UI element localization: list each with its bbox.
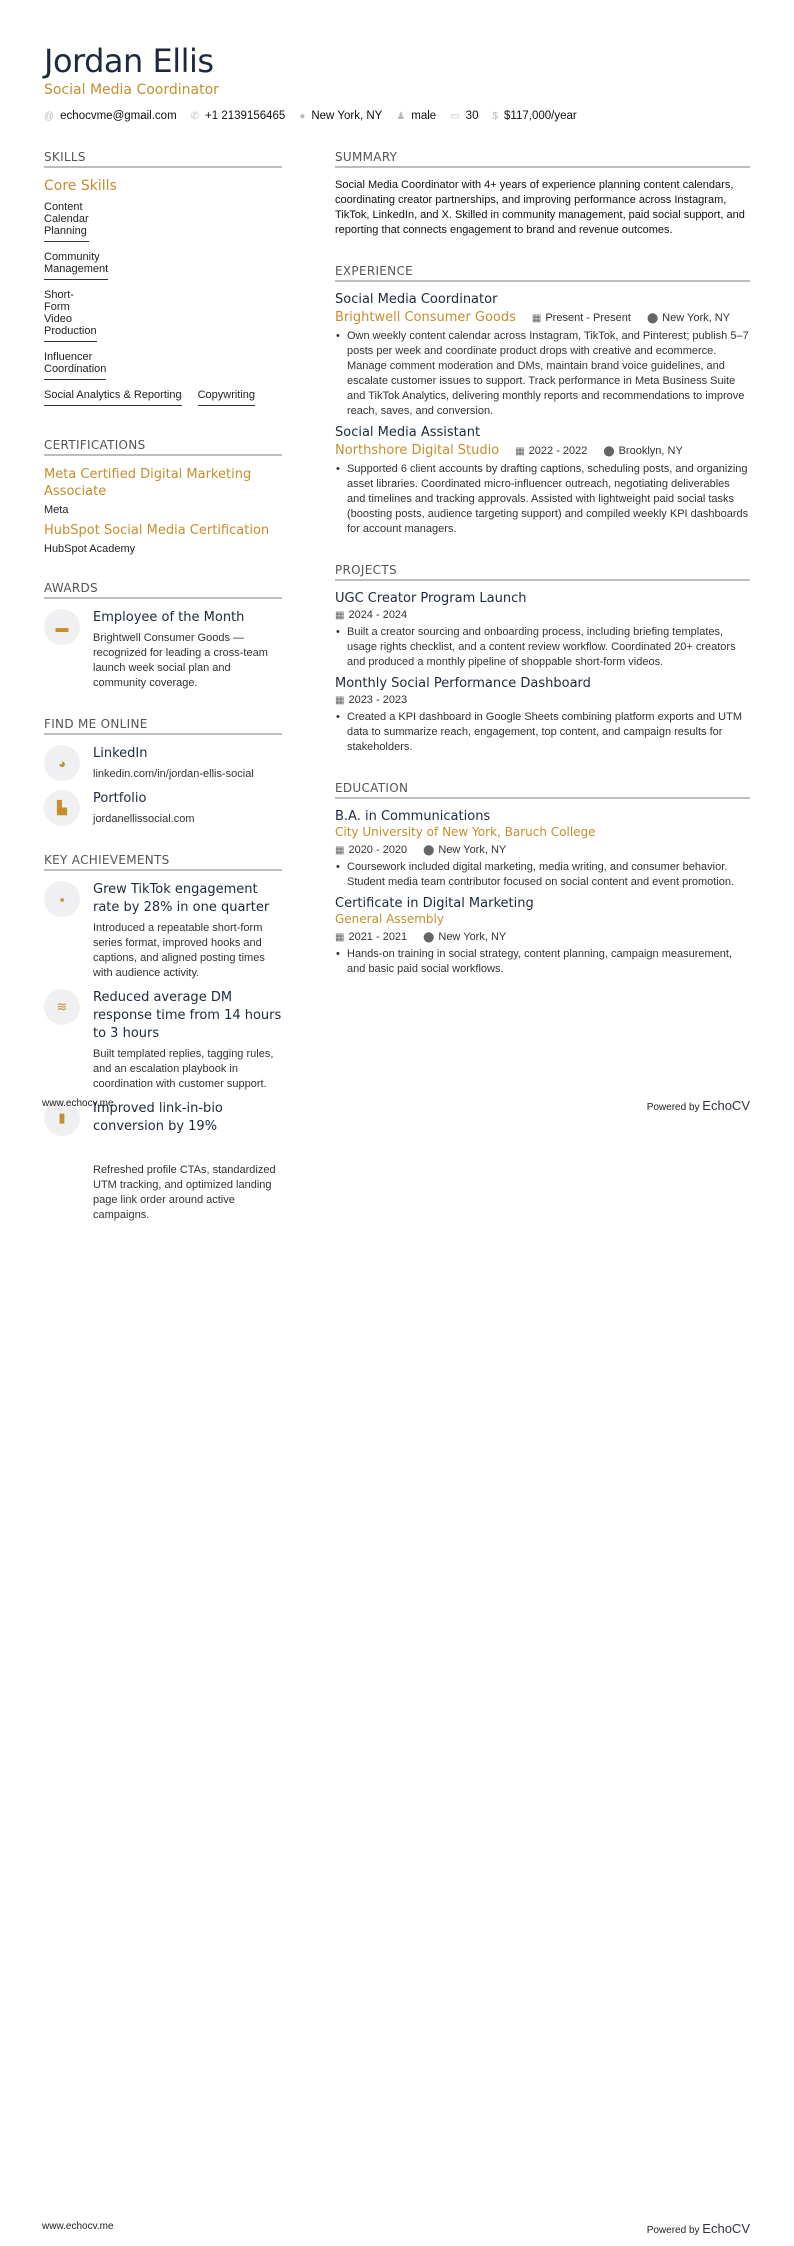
page-2 — [0, 1123, 794, 2246]
achievement-title: Improved link-in-bio conversion by 19% — [93, 1101, 223, 1134]
edu-dates: 2021 - 2021 — [348, 931, 408, 943]
powered-label: Powered by — [646, 2225, 700, 2236]
section-heading: KEY ACHIEVEMENTS — [44, 853, 282, 871]
edu-location: New York, NY — [438, 931, 507, 943]
degree: B.A. in Communications — [335, 809, 491, 824]
education-section — [335, 781, 750, 977]
footer-site-link[interactable]: www.echocv.me — [42, 2221, 114, 2232]
section-heading: FIND ME ONLINE — [44, 717, 282, 735]
link-url[interactable]: linkedin.com/in/jordan-ellis-social — [93, 768, 254, 780]
skill-tag: Short-Form Video Production — [44, 286, 97, 342]
link-item[interactable] — [44, 745, 282, 782]
pie-chart-icon: ◕ — [44, 745, 80, 781]
left-column — [44, 150, 282, 1162]
link-item[interactable] — [44, 790, 282, 827]
calendar-icon: ▦ — [335, 932, 345, 943]
bar-chart-icon: ▮ — [44, 1100, 80, 1136]
skill-tag: Community Management — [44, 248, 108, 280]
project-bullet: • Created a KPI dashboard in Google Sheets combining platform exports and UTM data to summarize reach, engagement, top content, and campaign results for stakeholders. — [347, 710, 750, 755]
skill-tag: Copywriting — [198, 386, 255, 406]
section-heading: CERTIFICATIONS — [44, 438, 282, 456]
summary-section — [335, 150, 750, 238]
job-dates: Present - Present — [545, 311, 631, 324]
job-title: Social Media Assistant — [335, 425, 481, 440]
section-heading: SUMMARY — [335, 150, 750, 168]
edu-bullet: • Hands-on training in social strategy, content planning, campaign measurement, and basic paid social workflows. — [347, 947, 750, 977]
job-bullet: • Own weekly content calendar across Instagram, TikTok, and Pinterest; publish 5–7 posts per week and coordinate product drops with creative and ecommerce. Manage comment moderation and DMs, maintain brand voice guidelines, and escalate customer issues to support. Track performance in Meta Business Suite and TikTok Analytics, delivering monthly reports and recommendations to improve reach, saves, and conversion. — [347, 329, 750, 419]
dollar-icon: $ — [492, 110, 499, 122]
user-icon: ♟ — [396, 110, 406, 122]
section-heading: PROJECTS — [335, 563, 750, 581]
project-dates: 2023 - 2023 — [348, 694, 408, 706]
job-title: Social Media Coordinator — [335, 292, 498, 307]
project-title: Monthly Social Performance Dashboard — [335, 676, 591, 691]
skill-tag: Content Calendar Planning — [44, 198, 89, 242]
file-plus-icon: ▙ — [44, 790, 80, 826]
powered-label: Powered by — [646, 1102, 700, 1113]
section-heading: EXPERIENCE — [335, 264, 750, 282]
skill-tag: Influencer Coordination — [44, 348, 106, 380]
calendar-icon: ▦ — [335, 610, 345, 621]
skill-tag: Social Analytics & Reporting — [44, 386, 182, 406]
skills-section — [44, 150, 282, 412]
experience-item — [335, 292, 750, 419]
edu-bullet: • Coursework included digital marketing, media writing, and consumer behavior. Student media team contributor focused on social content and event promotion. — [347, 860, 750, 890]
cert-title: Meta Certified Digital Marketing Associate — [44, 467, 252, 499]
database-icon: ≋ — [44, 989, 80, 1025]
at-icon: @ — [44, 110, 55, 122]
achievement-item — [44, 989, 282, 1092]
contact-phone[interactable] — [191, 110, 286, 122]
skill-group-title: Core Skills — [44, 178, 117, 194]
summary-text: Social Media Coordinator with 4+ years of experience planning content calendars, coordinating creator partnerships, and improving performance across Instagram, TikTok, LinkedIn, and X. Skilled in community management, paid social support, and reporting that connects engagement to brand and revenue outcomes. — [335, 179, 745, 236]
section-heading: EDUCATION — [335, 781, 750, 799]
calendar-icon: ▦ — [335, 845, 345, 856]
footer — [42, 1098, 750, 1113]
footer-site-link[interactable]: www.echocv.me — [42, 1098, 114, 1109]
briefcase-icon: ▬ — [44, 609, 80, 645]
link-url[interactable]: jordanellissocial.com — [93, 813, 195, 825]
section-heading: SKILLS — [44, 150, 282, 168]
job-location: New York, NY — [662, 311, 731, 324]
education-item — [335, 896, 750, 977]
contact-gender — [396, 110, 436, 122]
achievement-title: Grew TikTok engagement rate by 28% in one quarter — [93, 882, 270, 915]
achievement-desc: Refreshed profile CTAs, standardized UTM tracking, and optimized landing page link order around active campaigns. — [93, 1164, 276, 1221]
edu-dates: 2020 - 2020 — [348, 844, 408, 856]
brand-logo: EchoCV — [702, 1098, 750, 1113]
location-icon: ⬤ — [646, 312, 659, 324]
projects-section — [335, 563, 750, 755]
degree: Certificate in Digital Marketing — [335, 896, 534, 911]
calendar-icon: ▭ — [450, 110, 460, 122]
footer-powered — [647, 2221, 750, 2236]
project-dates: 2024 - 2024 — [348, 609, 408, 621]
contact-age — [450, 110, 478, 122]
contact-row — [44, 110, 577, 122]
contact-salary — [492, 110, 576, 122]
phone-icon: ✆ — [190, 110, 200, 122]
achievement-desc: Built templated replies, tagging rules, and an escalation playbook in coordination with customer support. — [93, 1048, 274, 1090]
job-bullet: • Supported 6 client accounts by drafting captions, scheduling posts, and organizing asset libraries. Coordinated micro-influencer outreach, negotiating deliverables and timelines and tracking approvals. Assisted with lightweight paid social tasks (boosting posts, audience targeting support) and compiled weekly KPI dashboards for account managers. — [347, 462, 750, 537]
award-item — [44, 609, 282, 691]
location-icon: ⬤ — [423, 845, 435, 856]
contact-text: 30 — [465, 110, 479, 122]
job-dates: 2022 - 2022 — [528, 444, 588, 457]
contact-email[interactable] — [44, 110, 177, 122]
right-column — [335, 150, 750, 1003]
job-location: Brooklyn, NY — [618, 444, 683, 457]
comment-icon: ▪ — [44, 881, 80, 917]
achievement-item — [44, 881, 282, 981]
contact-text: echocvme@gmail.com — [60, 110, 177, 122]
project-title: UGC Creator Program Launch — [335, 591, 527, 606]
experience-section — [335, 264, 750, 537]
school: General Assembly — [335, 912, 444, 926]
section-heading: AWARDS — [44, 581, 282, 599]
location-icon: ⬤ — [423, 932, 435, 943]
location-icon: ● — [299, 110, 306, 122]
header — [44, 42, 577, 122]
calendar-icon: ▦ — [335, 695, 345, 706]
education-item — [335, 809, 750, 890]
experience-item — [335, 425, 750, 537]
cert-title: HubSpot Social Media Certification — [44, 523, 270, 538]
contact-text: male — [411, 110, 437, 122]
awards-section — [44, 581, 282, 691]
award-title: Employee of the Month — [93, 610, 245, 625]
project-item — [335, 676, 750, 755]
link-title: Portfolio — [93, 791, 147, 806]
candidate-name: Jordan Ellis — [44, 42, 214, 80]
achievements-section — [44, 853, 282, 1136]
cert-issuer: Meta — [44, 504, 69, 516]
calendar-icon: ▦ — [531, 312, 542, 324]
footer-powered — [647, 1098, 750, 1113]
achievement-desc: Introduced a repeatable short-form series format, improved hooks and captions, and aligned posting times with audience activity. — [93, 922, 265, 979]
online-section — [44, 717, 282, 827]
contact-text: +1 2139156465 — [205, 110, 286, 122]
contact-text: $117,000/year — [504, 110, 577, 122]
contact-text: New York, NY — [311, 110, 383, 122]
cert-issuer: HubSpot Academy — [44, 543, 136, 555]
location-icon: ⬤ — [603, 445, 615, 457]
achievement-title: Reduced average DM response time from 14 hours to 3 hours — [93, 990, 282, 1041]
link-title: LinkedIn — [93, 746, 148, 761]
candidate-title: Social Media Coordinator — [44, 82, 219, 98]
company: Brightwell Consumer Goods — [335, 310, 516, 325]
contact-location — [299, 110, 382, 122]
school: City University of New York, Baruch College — [335, 825, 596, 839]
certifications-section — [44, 438, 282, 555]
edu-location: New York, NY — [438, 844, 507, 856]
project-item — [335, 591, 750, 670]
footer — [42, 2221, 750, 2236]
brand-logo: EchoCV — [702, 2221, 750, 2236]
company: Northshore Digital Studio — [335, 443, 500, 458]
award-desc: Brightwell Consumer Goods — recognized for leading a cross-team launch week social plan and community coverage. — [93, 632, 268, 689]
calendar-icon: ▦ — [515, 445, 525, 457]
project-bullet: • Built a creator sourcing and onboarding process, including briefing templates, usage rights checklist, and a content review workflow. Coordinated 20+ creators and produced a monthly pipeline of shoppable short-form videos. — [347, 625, 750, 670]
